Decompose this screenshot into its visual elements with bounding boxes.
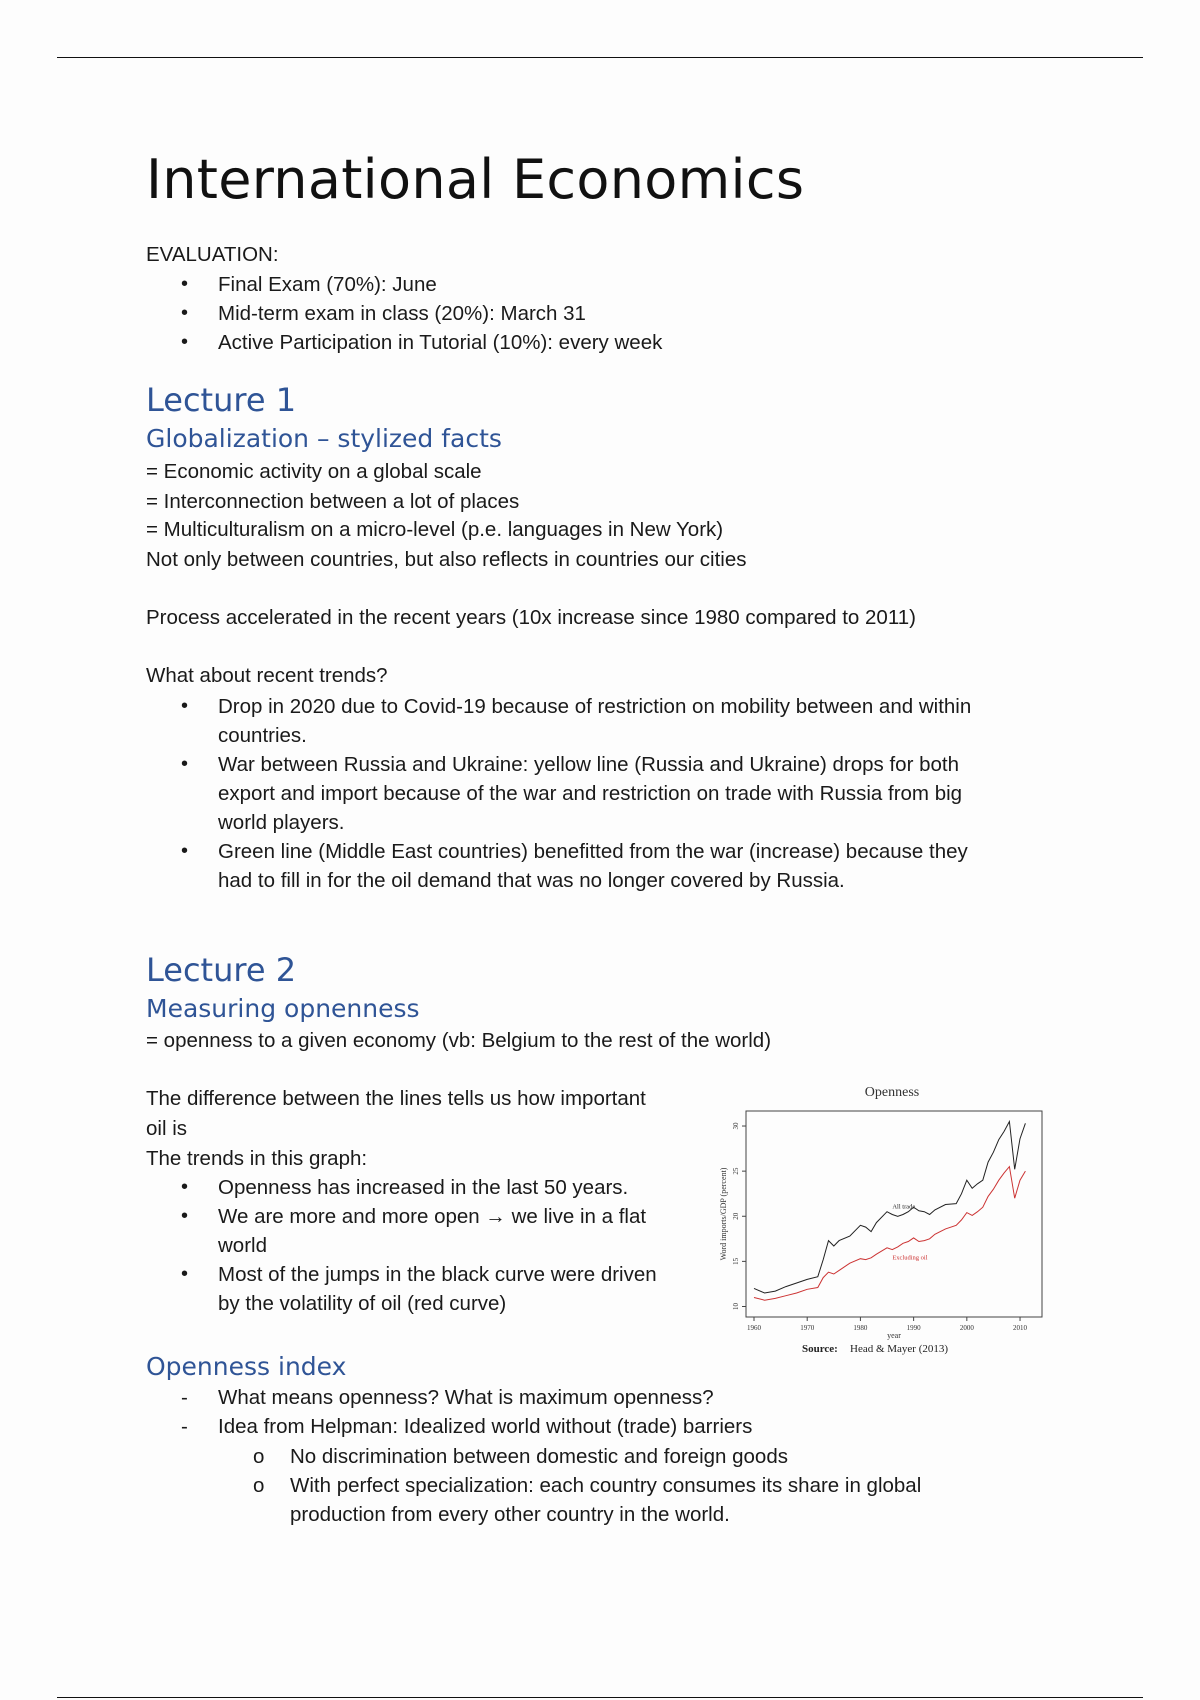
list-item: - Idea from Helpman: Idealized world without (trade) barriers <box>146 1412 1046 1441</box>
list-item: - What means openness? What is maximum openness? <box>146 1383 1046 1412</box>
series-line-excluding-oil <box>754 1167 1025 1301</box>
chart-x-axis <box>747 1317 1028 1332</box>
x-tick-label: 1980 <box>853 1324 868 1332</box>
y-tick-label: 10 <box>732 1302 740 1310</box>
openness-index-sublist <box>218 1442 1048 1529</box>
list-item: • Most of the jumps in the black curve were driven by the volatility of oil (red curve) <box>146 1260 706 1318</box>
bullet-marker: • <box>181 1205 189 1227</box>
footer-rule <box>57 1697 1143 1698</box>
list-item: • Active Participation in Tutorial (10%): every week <box>146 328 1046 357</box>
bullet-marker: • <box>181 302 189 324</box>
y-tick-label: 25 <box>732 1167 740 1175</box>
chart-title: Openness <box>864 1085 920 1100</box>
lecture1-process: Process accelerated in the recent years (10x increase since 1980 compared to 2011) <box>146 606 916 629</box>
dash-marker: - <box>181 1415 188 1438</box>
list-item: o With perfect specialization: each country consumes its share in global production from every other country in the world. <box>218 1471 1048 1529</box>
evaluation-label: EVALUATION: <box>146 243 279 266</box>
lecture1-heading: Lecture 1 <box>146 381 297 419</box>
chart-x-label: year <box>887 1331 901 1340</box>
chart-y-axis <box>732 1122 746 1310</box>
bullet-marker: • <box>181 840 189 862</box>
circle-marker: o <box>253 1474 265 1497</box>
chart-source-label: Source: <box>802 1343 838 1355</box>
chart-source-text: Head & Mayer (2013) <box>850 1343 949 1355</box>
lecture1-line: = Interconnection between a lot of places <box>146 490 520 513</box>
circle-marker: o <box>253 1445 265 1468</box>
list-item: • We are more and more open → we live in a flat world <box>146 1202 706 1260</box>
openness-chart <box>716 1078 1046 1360</box>
header-rule <box>57 57 1143 58</box>
lecture1-line: = Economic activity on a global scale <box>146 460 482 483</box>
x-tick-label: 1990 <box>906 1324 921 1332</box>
page-title: International Economics <box>146 148 805 211</box>
lecture2-subheading: Measuring opnenness <box>146 994 420 1023</box>
list-item: • Final Exam (70%): June <box>146 270 1046 299</box>
lecture2-heading: Lecture 2 <box>146 951 297 989</box>
bullet-marker: • <box>181 273 189 295</box>
bullet-marker: • <box>181 1263 189 1285</box>
lecture1-trends-question: What about recent trends? <box>146 664 388 687</box>
lecture1-line: = Multiculturalism on a micro-level (p.e. languages in New York) <box>146 518 724 541</box>
series-label: Excluding oil <box>892 1254 928 1262</box>
series-line-all-trade <box>754 1122 1025 1294</box>
list-item: o No discrimination between domestic and foreign goods <box>218 1442 1048 1471</box>
bullet-marker: • <box>181 695 189 717</box>
x-tick-label: 2000 <box>959 1324 974 1332</box>
bullet-marker: • <box>181 331 189 353</box>
lecture1-line: Not only between countries, but also reflects in countries our cities <box>146 548 747 571</box>
y-tick-label: 30 <box>732 1122 740 1130</box>
lecture2-trends-list <box>146 1173 706 1318</box>
dash-marker: - <box>181 1386 188 1409</box>
bullet-marker: • <box>181 753 189 775</box>
list-item: • Openness has increased in the last 50 years. <box>146 1173 706 1202</box>
openness-index-heading: Openness index <box>146 1352 347 1381</box>
x-tick-label: 1960 <box>747 1324 761 1332</box>
list-item: • War between Russia and Ukraine: yellow line (Russia and Ukraine) drops for both export and import because of the war and restriction on trade with Russia from big world players. <box>146 750 1066 837</box>
bullet-marker: • <box>181 1176 189 1198</box>
y-tick-label: 15 <box>732 1257 740 1265</box>
list-item: • Green line (Middle East countries) benefitted from the war (increase) because they had to fill in for the oil demand that was no longer covered by Russia. <box>146 837 1066 895</box>
lecture2-diff-line: oil is <box>146 1117 188 1140</box>
lecture2-trends-intro: The trends in this graph: <box>146 1147 368 1170</box>
lecture1-trends-list <box>146 692 1066 895</box>
y-tick-label: 20 <box>732 1212 740 1220</box>
series-label: All trade <box>892 1203 916 1211</box>
list-item: • Mid-term exam in class (20%): March 31 <box>146 299 1046 328</box>
chart-y-label: Word imports/GDP (percent) <box>719 1167 728 1261</box>
x-tick-label: 1970 <box>800 1324 815 1332</box>
chart-series <box>754 1122 1025 1301</box>
lecture1-subheading: Globalization – stylized facts <box>146 424 502 453</box>
evaluation-list <box>146 270 1046 357</box>
x-tick-label: 2010 <box>1013 1324 1028 1332</box>
openness-index-list <box>146 1383 1046 1441</box>
lecture2-diff-line: The difference between the lines tells us how important <box>146 1087 646 1110</box>
lecture2-definition: = openness to a given economy (vb: Belgium to the rest of the world) <box>146 1029 772 1052</box>
list-item: • Drop in 2020 due to Covid-19 because of restriction on mobility between and within countries. <box>146 692 1066 750</box>
